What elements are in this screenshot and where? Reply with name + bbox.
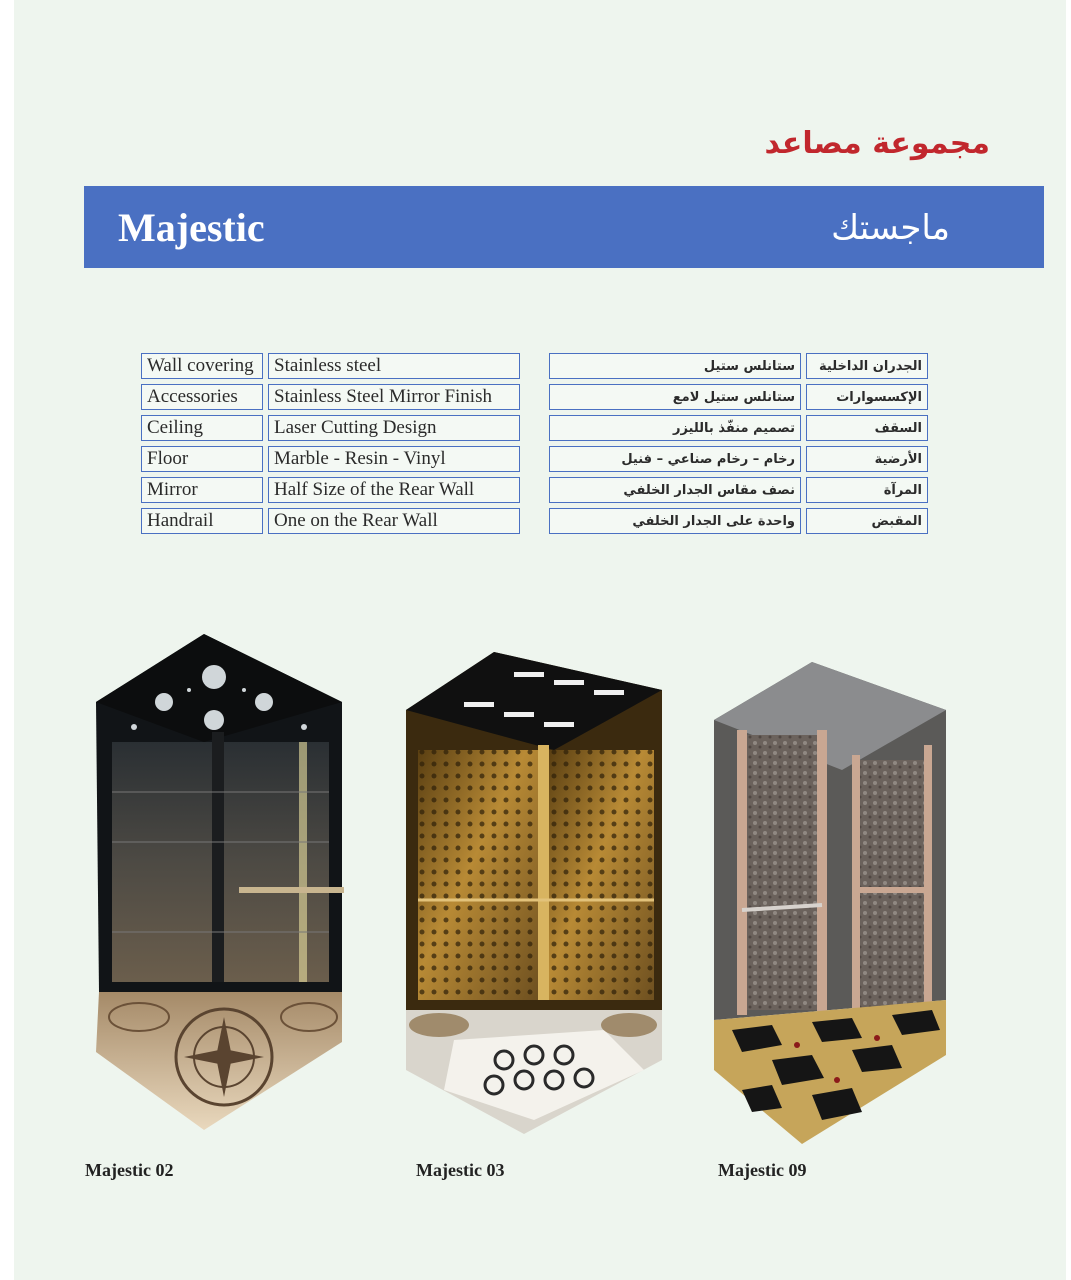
- title-banner: [84, 186, 1044, 268]
- elevator-cabin-image-03: [404, 650, 664, 1135]
- table-row: [549, 384, 928, 410]
- catalog-page: [14, 0, 1066, 1280]
- spec-label: الأرضية: [806, 446, 928, 472]
- group-title: مجموعة مصاعد: [764, 126, 990, 161]
- spec-label: Ceiling: [141, 415, 263, 441]
- table-row: [141, 446, 520, 472]
- spec-label: المقبض: [806, 508, 928, 534]
- spec-value: ستانلس ستيل: [549, 353, 801, 379]
- table-row: [549, 477, 928, 503]
- table-row: [141, 508, 520, 534]
- spec-value: Marble - Resin - Vinyl: [268, 446, 520, 472]
- elevator-cabin-image-02: [94, 632, 344, 1132]
- spec-label: الإكسسوارات: [806, 384, 928, 410]
- spec-value: واحدة على الجدار الخلفي: [549, 508, 801, 534]
- spec-label: السقف: [806, 415, 928, 441]
- elevator-cabin-image-09: [712, 660, 948, 1145]
- page-margin: [0, 0, 14, 1280]
- table-row: [549, 508, 928, 534]
- spec-value: Laser Cutting Design: [268, 415, 520, 441]
- spec-value: Half Size of the Rear Wall: [268, 477, 520, 503]
- table-row: [141, 384, 520, 410]
- product-caption: Majestic 03: [416, 1160, 505, 1180]
- spec-label: Wall covering: [141, 353, 263, 379]
- spec-label: Handrail: [141, 508, 263, 534]
- spec-value: تصميم منفّذ بالليزر: [549, 415, 801, 441]
- spec-label: Accessories: [141, 384, 263, 410]
- spec-label: Mirror: [141, 477, 263, 503]
- table-row: [141, 415, 520, 441]
- product-caption: Majestic 02: [85, 1160, 174, 1180]
- spec-table-en: [136, 348, 525, 539]
- spec-value: نصف مقاس الجدار الخلفي: [549, 477, 801, 503]
- spec-label: الجدران الداخلية: [806, 353, 928, 379]
- spec-value: Stainless steel: [268, 353, 520, 379]
- table-row: [549, 353, 928, 379]
- banner-title-ar: ماجستك: [831, 208, 950, 248]
- table-row: [549, 446, 928, 472]
- spec-value: رخام – رخام صناعي – فنيل: [549, 446, 801, 472]
- table-row: [141, 477, 520, 503]
- spec-label: Floor: [141, 446, 263, 472]
- spec-value: ستانلس ستيل لامع: [549, 384, 801, 410]
- table-row: [141, 353, 520, 379]
- table-row: [549, 415, 928, 441]
- spec-label: المرآة: [806, 477, 928, 503]
- spec-value: Stainless Steel Mirror Finish: [268, 384, 520, 410]
- banner-title-en: Majestic: [118, 205, 265, 250]
- spec-table-ar: [544, 348, 933, 539]
- spec-value: One on the Rear Wall: [268, 508, 520, 534]
- product-caption: Majestic 09: [718, 1160, 807, 1180]
